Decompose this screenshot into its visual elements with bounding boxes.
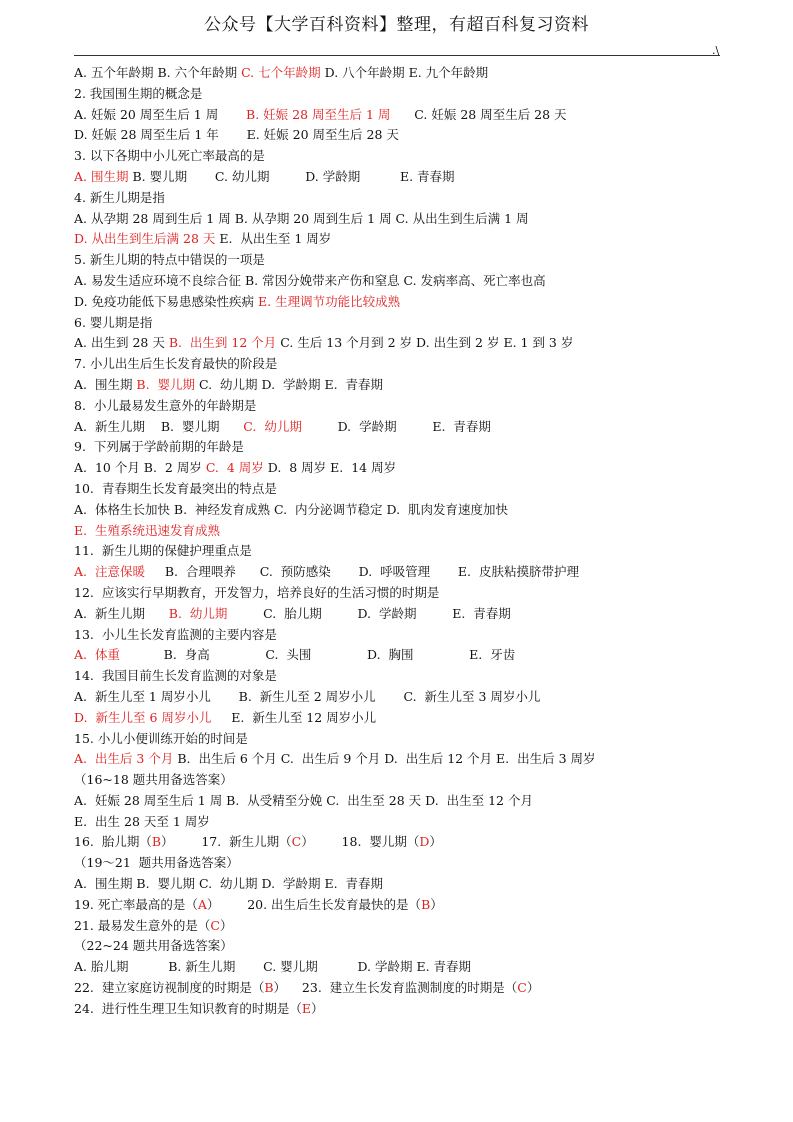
text-segment: （19～21 题共用备选答案）	[74, 855, 239, 871]
text-line	[74, 957, 734, 978]
text-segment: B. 身高 C. 头围 D. 胸围 E. 牙齿	[119, 647, 516, 663]
answer-text: C	[517, 980, 527, 996]
text-segment: B. 合理喂养 C. 预防感染 D. 呼吸管理 E. 皮肤粘摸脐带护理	[144, 564, 579, 580]
text-segment: 2. 我国围生期的概念是	[74, 85, 203, 101]
text-segment: A. 新生儿至 1 周岁小儿 B. 新生儿至 2 周岁小儿 C. 新生儿至 3 周岁小儿	[74, 688, 541, 704]
text-line	[74, 604, 734, 625]
text-line	[74, 292, 734, 313]
text-line	[74, 749, 734, 770]
text-line	[74, 105, 734, 126]
text-line	[74, 645, 734, 666]
text-segment: 10. 青春期生长发育最突出的特点是	[74, 480, 277, 496]
text-segment: A. 体格生长加快 B. 神经发育成熟 C. 内分泌调节稳定 D. 肌肉发育速度加快	[74, 501, 509, 517]
text-line	[74, 188, 734, 209]
answer-text: C	[291, 834, 302, 850]
answer-text: C. 4 周岁	[205, 460, 264, 476]
text-segment: D. 妊娠 28 周至生后 1 年 E. 妊娠 20 周至生后 28 天	[74, 127, 399, 143]
text-line	[74, 708, 734, 729]
answer-text: D	[419, 834, 430, 850]
text-line	[74, 916, 734, 937]
text-segment: C. 胎儿期 D. 学龄期 E. 青春期	[227, 605, 511, 621]
page-header-title: 公众号【大学百科资料】整理，有超百科复习资料	[204, 15, 589, 35]
text-line	[74, 853, 734, 874]
text-segment: 3. 以下各期中小儿死亡率最高的是	[74, 148, 265, 164]
question-list	[74, 63, 734, 1020]
text-segment: A. 围生期	[74, 376, 137, 392]
text-segment: ）	[526, 980, 540, 996]
text-line	[74, 895, 734, 916]
text-segment: 12. 应该实行早期教育，开发智力，培养良好的生活习惯的时期是	[74, 584, 440, 600]
text-line	[74, 978, 734, 999]
answer-text: B	[421, 896, 431, 912]
text-segment: 13. 小儿生长发育监测的主要内容是	[74, 626, 277, 642]
text-line	[74, 396, 734, 417]
text-line	[74, 354, 734, 375]
answer-text: A. 注意保暖	[74, 564, 145, 580]
text-line	[74, 167, 734, 188]
header-corner-mark: .\	[712, 44, 720, 57]
answer-text: A. 体重	[74, 647, 120, 663]
text-line	[74, 458, 734, 479]
answer-text: A. 出生后 3 个月	[74, 751, 174, 767]
text-segment: 21. 最易发生意外的是（	[74, 917, 211, 933]
header-divider	[74, 55, 720, 56]
text-segment: 9. 下列属于学龄前期的年龄是	[74, 439, 244, 455]
text-segment: A. 妊娠 28 周至生后 1 周 B. 从受精至分娩 C. 出生至 28 天 D. 出生至 12 个月	[74, 792, 533, 808]
text-line	[74, 625, 734, 646]
text-segment: ）	[310, 1000, 324, 1016]
text-line	[74, 375, 734, 396]
answer-text: B. 妊娠 28 周至生后 1 周	[246, 106, 391, 122]
answer-text: B	[151, 834, 162, 850]
text-line	[74, 999, 734, 1020]
text-line	[74, 250, 734, 271]
text-line	[74, 562, 734, 583]
text-segment: E. 从出生至 1 周岁	[215, 231, 332, 247]
text-line	[74, 333, 734, 354]
text-line	[74, 209, 734, 230]
answer-text: C. 幼儿期	[243, 418, 302, 434]
text-line	[74, 832, 734, 853]
text-segment: 8. 小儿最易发生意外的年龄期是	[74, 397, 257, 413]
text-segment: ）	[429, 834, 442, 850]
text-segment: C. 生后 13 个月到 2 岁 D. 出生到 2 岁 E. 1 到 3 岁	[276, 335, 574, 351]
text-line	[74, 666, 734, 687]
text-segment: A. 胎儿期 B. 新生儿期 C. 婴儿期 D. 学龄期 E. 青春期	[74, 959, 472, 975]
answer-text: D. 新生儿至 6 周岁小儿	[74, 709, 212, 725]
text-segment: （22~24 题共用备选答案）	[74, 938, 233, 954]
text-line	[74, 729, 734, 750]
answer-text: A. 围生期	[74, 168, 129, 184]
answer-text: A	[197, 896, 207, 912]
answer-text: D. 从出生到生后满 28 天	[74, 231, 216, 247]
text-segment: A. 围生期 B. 婴儿期 C. 幼儿期 D. 学龄期 E. 青春期	[74, 876, 384, 892]
text-line	[74, 437, 734, 458]
text-segment: A. 易发生适应环境不良综合征 B. 常因分娩带来产伤和窒息 C. 发病率高、死亡率也高	[74, 272, 546, 288]
text-segment: D. 学龄期 E. 青春期	[301, 418, 491, 434]
text-segment: 7. 小儿出生后生长发育最快的阶段是	[74, 356, 278, 372]
text-segment: 24. 进行性生理卫生知识教育的时期是（	[74, 1000, 302, 1016]
text-segment: 19. 死亡率最高的是（	[74, 896, 198, 912]
text-segment: B. 出生后 6 个月 C. 出生后 9 个月 D. 出生后 12 个月 E. 出生后 3 周岁	[173, 751, 596, 767]
text-segment: A. 10 个月 B. 2 周岁	[74, 460, 206, 476]
text-segment: ） 17. 新生儿期（	[161, 834, 292, 850]
text-segment: 6. 婴儿期是指	[74, 314, 153, 330]
text-line	[74, 63, 734, 84]
text-segment: A. 新生儿期	[74, 605, 169, 621]
text-segment: A. 从孕期 28 周到生后 1 周 B. 从孕期 20 周到生后 1 周 C. 从出生到生后满 1 周	[74, 210, 529, 226]
text-segment: 4. 新生儿期是指	[74, 189, 165, 205]
text-line	[74, 125, 734, 146]
text-segment: A. 妊娠 20 周至生后 1 周	[74, 106, 247, 122]
text-line	[74, 812, 734, 833]
answer-text: B	[264, 980, 274, 996]
text-segment: E. 新生儿至 12 周岁小儿	[211, 709, 377, 725]
text-segment: C. 妊娠 28 周至生后 28 天	[390, 106, 567, 122]
text-segment: ） 18. 婴儿期（	[301, 834, 420, 850]
text-line	[74, 417, 734, 438]
text-line	[74, 84, 734, 105]
text-segment: E. 出生 28 天至 1 周岁	[74, 813, 210, 829]
text-segment: （16~18 题共用备选答案）	[74, 772, 233, 788]
text-line	[74, 791, 734, 812]
text-line	[74, 583, 734, 604]
text-line	[74, 500, 734, 521]
text-segment: B. 婴儿期 C. 幼儿期 D. 学龄期 E. 青春期	[128, 168, 455, 184]
text-line	[74, 936, 734, 957]
text-line	[74, 146, 734, 167]
text-segment: 11. 新生儿期的保健护理重点是	[74, 543, 252, 559]
text-segment: A. 五个年龄期 B. 六个年龄期	[74, 65, 242, 80]
answer-text: C. 七个年龄期	[241, 65, 321, 80]
answer-text: C	[210, 917, 220, 933]
text-segment: C. 幼儿期 D. 学龄期 E. 青春期	[195, 376, 384, 392]
text-segment: A. 出生到 28 天	[74, 335, 169, 351]
answer-text: B. 幼儿期	[168, 605, 228, 621]
text-segment: 22. 建立家庭访视制度的时期是（	[74, 980, 265, 996]
text-line	[74, 687, 734, 708]
answer-text: B. 婴儿期	[136, 376, 196, 392]
text-segment: ） 20. 出生后生长发育最快的是（	[206, 896, 422, 912]
text-segment: 14. 我国目前生长发育监测的对象是	[74, 668, 277, 684]
text-line	[74, 271, 734, 292]
text-segment: D. 8 周岁 E. 14 周岁	[263, 460, 397, 476]
text-segment: ）	[430, 896, 443, 912]
text-line	[74, 541, 734, 562]
text-segment: 15. 小儿小便训练开始的时间是	[74, 730, 248, 746]
text-segment: 5. 新生儿期的特点中错误的一项是	[74, 252, 265, 268]
answer-text: E. 生殖系统迅速发育成熟	[74, 522, 221, 538]
text-line	[74, 521, 734, 542]
text-segment: ） 23. 建立生长发育监测制度的时期是（	[273, 980, 518, 996]
text-segment: D. 免疫功能低下易患感染性疾病	[74, 293, 258, 309]
text-segment: ）	[219, 917, 233, 933]
answer-text: B. 出生到 12 个月	[168, 335, 277, 351]
answer-text: E	[301, 1000, 311, 1016]
text-line	[74, 313, 734, 334]
text-segment: A. 新生儿期 B. 婴儿期	[74, 418, 244, 434]
text-line	[74, 770, 734, 791]
text-line	[74, 229, 734, 250]
text-segment: D. 八个年龄期 E. 九个年龄期	[320, 65, 489, 80]
text-line	[74, 479, 734, 500]
text-segment: 16. 胎儿期（	[74, 834, 152, 850]
answer-text: E. 生理调节功能比较成熟	[258, 293, 401, 309]
text-line	[74, 874, 734, 895]
